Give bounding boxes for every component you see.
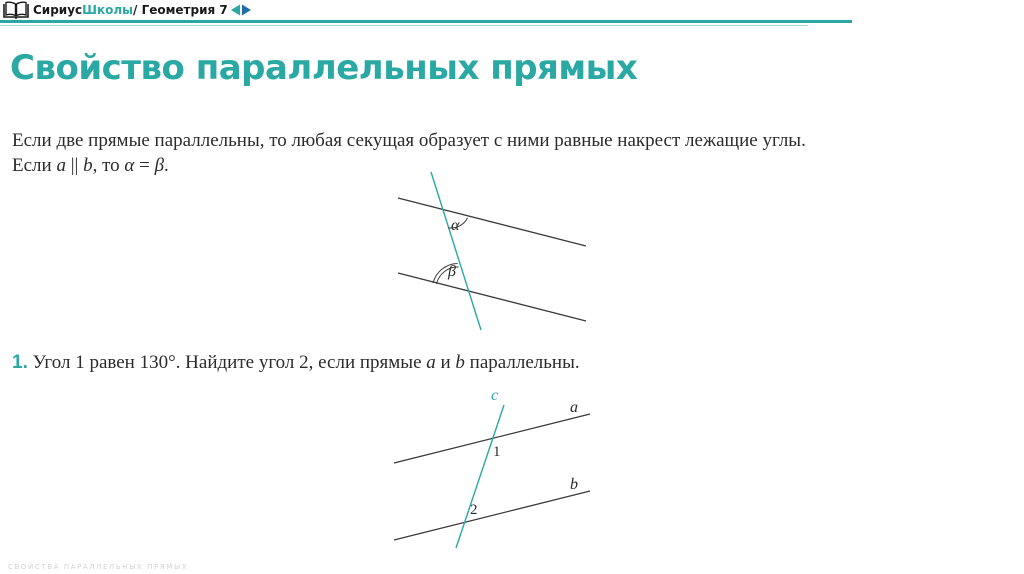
figure1-beta-label: β [448,263,456,280]
task-and: и [435,352,456,373]
statement-end: . [164,155,169,176]
figure1-line-bottom [398,273,586,321]
task-text-2: параллельны. [464,352,580,373]
figure2-line-c [456,405,504,548]
figure1-alpha-label: α [451,217,460,234]
statement-eq: = [134,155,155,176]
task-var-b: b [455,352,465,373]
task-var-a: a [426,352,436,373]
statement-to: , то [92,155,125,176]
brand-part2: Школы [82,3,134,17]
statement-prefix: Если [12,155,57,176]
footer: СВОЙСТВА ПАРАЛЛЕЛЬНЫХ ПРЯМЫХ [8,563,189,571]
figure2-line-a [394,414,590,463]
page-title: Свойство параллельных прямых [10,48,638,88]
statement-var-b: b [83,155,93,176]
statement-line1: Если две прямые параллельны, то любая секущая образует с ними равные накрест лежащие углы. [12,130,806,151]
figure1-line-top [398,198,586,246]
figure2-label-c: c [491,387,499,404]
statement-parallel: || [65,155,84,176]
figure2-label-2: 2 [470,502,478,518]
figure-1 [398,172,586,330]
brand-part1: Сириус [33,3,83,17]
statement-beta: β [154,155,165,176]
statement-var-a: a [56,155,66,176]
figure2-label-b: b [570,476,578,493]
statement-alpha: α [124,155,135,176]
task-text-1: Угол 1 равен 130°. Найдите угол 2, если прямые [27,352,427,373]
figure2-label-1: 1 [493,444,501,460]
figure2-label-a: a [570,399,578,416]
brand-part3: / Геометрия 7 [133,3,228,17]
figure-2 [394,387,590,548]
figure2-line-b [394,491,590,540]
figure1-transversal [431,172,481,330]
task-number: 1. [12,352,28,373]
